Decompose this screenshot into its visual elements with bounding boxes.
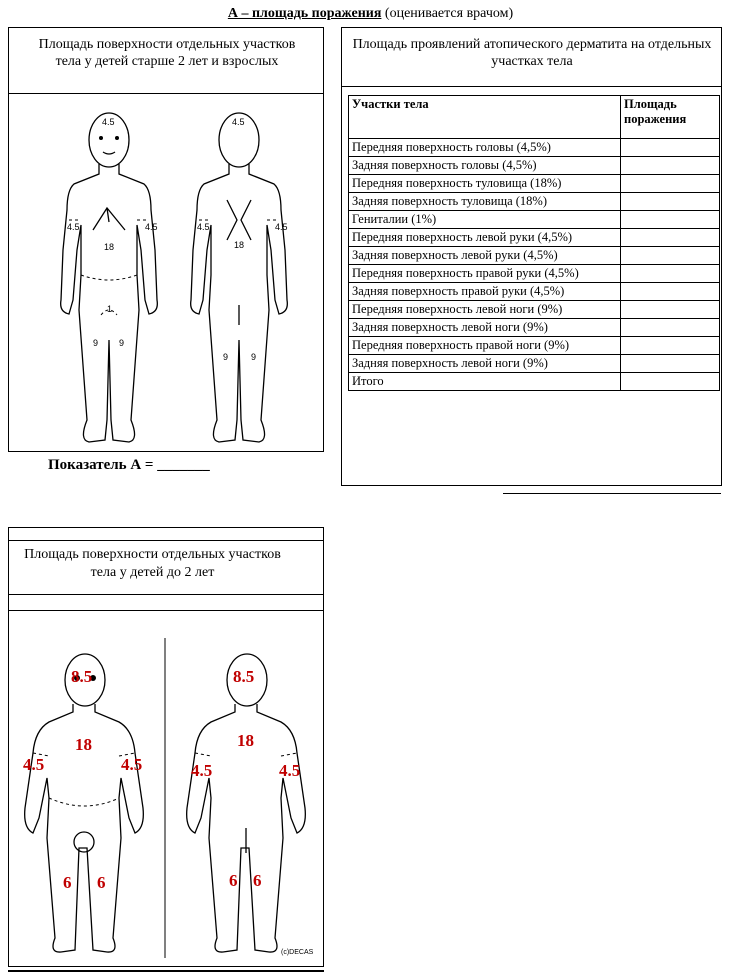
adult-front-genital-label: 1 (107, 304, 113, 314)
table-row (349, 229, 720, 247)
total-area-input[interactable] (621, 373, 720, 391)
adult-panel (8, 27, 324, 452)
region-panel (341, 27, 722, 486)
table-row (349, 355, 720, 373)
region-area-input[interactable] (621, 193, 720, 211)
table-row (349, 193, 720, 211)
infant-front-left-arm-label: 4.5 (23, 755, 45, 774)
region-label: Передняя поверхность туловища (18%) (349, 175, 621, 193)
infant-front-right-arm-label: 4.5 (121, 755, 143, 774)
adult-front-figure (61, 113, 158, 442)
adult-back-figure (191, 113, 288, 442)
adult-front-torso-label: 18 (104, 242, 115, 252)
table-row (349, 319, 720, 337)
region-area-input[interactable] (621, 211, 720, 229)
infant-panel (8, 527, 324, 967)
table-row (349, 337, 720, 355)
indicator-a[interactable]: Показатель А = _______ (48, 457, 210, 473)
infant-back-right-arm-label: 4.5 (279, 761, 301, 780)
table-row (349, 157, 720, 175)
region-label: Передняя поверхность головы (4,5%) (349, 139, 621, 157)
infant-back-torso-label: 18 (237, 731, 254, 750)
adult-front-right-leg-label: 9 (119, 338, 125, 348)
region-area-input[interactable] (621, 247, 720, 265)
region-area-input[interactable] (621, 157, 720, 175)
adult-front-left-arm-label: 4.5 (67, 222, 80, 232)
infant-front-figure (23, 654, 143, 952)
total-label: Итого (349, 373, 621, 391)
region-area-input[interactable] (621, 283, 720, 301)
infant-back-left-arm-label: 4.5 (191, 761, 213, 780)
table-row (349, 139, 720, 157)
region-label: Передняя поверхность правой ноги (9%) (349, 337, 621, 355)
infant-front-head-label: 8.5 (71, 667, 93, 686)
infant-front-left-leg-label: 6 (63, 873, 72, 892)
copyright-label: (c)DECAS (281, 949, 314, 956)
table-row (349, 211, 720, 229)
region-label: Задняя поверхность левой ноги (9%) (349, 355, 621, 373)
col-part-header: Участки тела (349, 96, 621, 139)
region-label: Передняя поверхность левой ноги (9%) (349, 301, 621, 319)
region-area-input[interactable] (621, 265, 720, 283)
region-panel-title: Площадь проявлений атопического дерматита на отдельных участках тела (352, 37, 712, 69)
infant-body-chart (15, 638, 319, 958)
adult-back-head-label: 4.5 (232, 117, 245, 127)
table-row (349, 301, 720, 319)
infant-back-right-leg-label: 6 (253, 871, 262, 890)
adult-panel-title: Площадь поверхности отдельных участков тела у детей старше 2 лет и взрослых (38, 37, 296, 69)
infant-panel-title: Площадь поверхности отдельных участков тела у детей до 2 лет (24, 547, 281, 580)
adult-front-left-leg-label: 9 (93, 338, 99, 348)
region-area-input[interactable] (621, 355, 720, 373)
adult-back-right-arm-label: 4.5 (275, 222, 288, 232)
region-area-input[interactable] (621, 229, 720, 247)
adult-body-chart (49, 100, 299, 450)
region-table (348, 95, 720, 391)
region-area-input[interactable] (621, 337, 720, 355)
adult-back-torso-label: 18 (234, 240, 245, 250)
region-label: Передняя поверхность правой руки (4,5%) (349, 265, 621, 283)
bottom-rule (8, 970, 324, 972)
region-label: Задняя поверхность левой руки (4,5%) (349, 247, 621, 265)
adult-back-left-arm-label: 4.5 (197, 222, 210, 232)
adult-front-head-label: 4.5 (102, 117, 115, 127)
table-row (349, 247, 720, 265)
region-label: Задняя поверхность левой ноги (9%) (349, 319, 621, 337)
region-label: Задняя поверхность головы (4,5%) (349, 157, 621, 175)
infant-front-right-leg-label: 6 (97, 873, 106, 892)
page-title: А – площадь поражения (оценивается врачом) (227, 6, 514, 21)
region-area-input[interactable] (621, 139, 720, 157)
adult-back-right-leg-label: 9 (251, 352, 257, 362)
region-area-input[interactable] (621, 319, 720, 337)
region-area-input[interactable] (621, 301, 720, 319)
region-label: Передняя поверхность левой руки (4,5%) (349, 229, 621, 247)
infant-back-left-leg-label: 6 (229, 871, 238, 890)
table-row (349, 175, 720, 193)
infant-front-torso-label: 18 (75, 735, 92, 754)
region-area-input[interactable] (621, 175, 720, 193)
table-row (349, 283, 720, 301)
region-label: Задняя поверхность правой руки (4,5%) (349, 283, 621, 301)
adult-back-left-leg-label: 9 (223, 352, 229, 362)
region-label: Гениталии (1%) (349, 211, 621, 229)
total-row (349, 373, 720, 391)
col-area-header: Площадь поражения (621, 96, 720, 139)
table-row (349, 265, 720, 283)
infant-back-head-label: 8.5 (233, 667, 255, 686)
infant-back-figure (187, 654, 314, 956)
table-underline (503, 493, 721, 494)
adult-front-right-arm-label: 4.5 (145, 222, 158, 232)
region-label: Задняя поверхность туловища (18%) (349, 193, 621, 211)
